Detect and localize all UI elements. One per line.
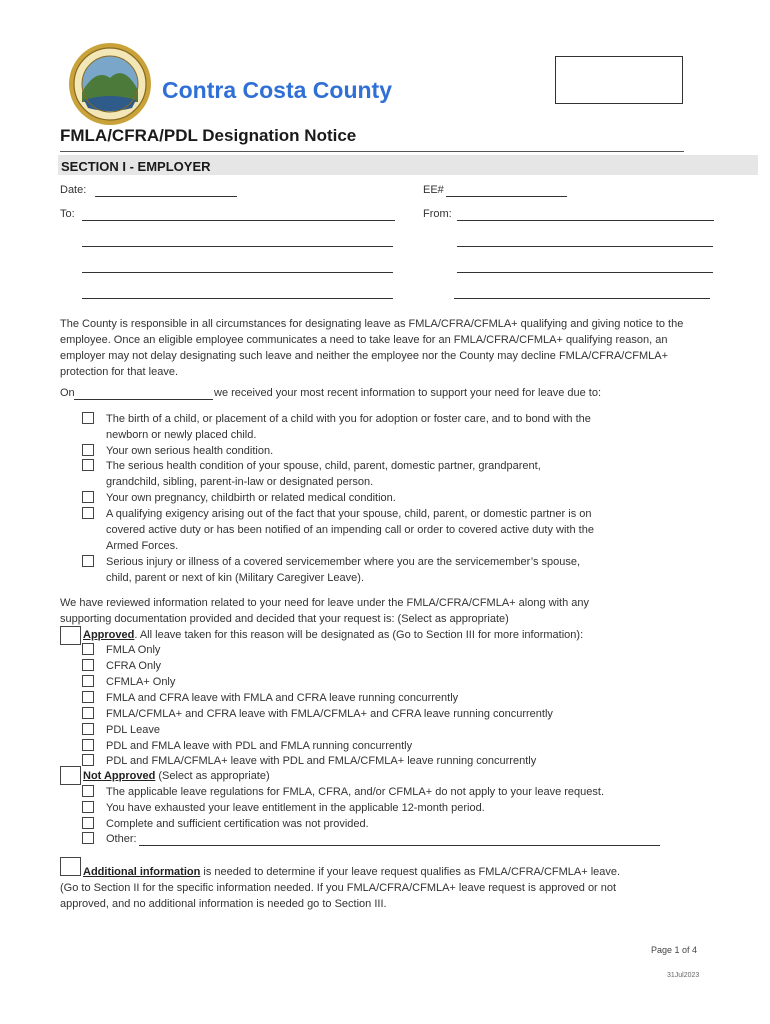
- approved-option-1: FMLA Only: [106, 644, 161, 656]
- ee-label: EE#: [423, 184, 444, 196]
- additional-info-line-1: Additional information is needed to determine if your leave request qualifies as FMLA/CFRA/CFMLA+ leave.: [83, 866, 621, 878]
- approved-option-checkbox-8[interactable]: [82, 754, 94, 766]
- not-approved-option-checkbox-2[interactable]: [82, 801, 94, 813]
- not-approved-option-checkbox-4[interactable]: [82, 832, 94, 844]
- approved-option-8: PDL and FMLA/CFMLA+ leave with PDL and FMLA/CFMLA+ leave running concurrently: [106, 755, 537, 767]
- reason-2: Your own serious health condition.: [106, 445, 274, 457]
- on-prefix: On: [60, 387, 75, 399]
- date-label: Date:: [60, 184, 87, 196]
- approved-option-checkbox-2[interactable]: [82, 659, 94, 671]
- not-approved-option-3: Complete and sufficient certification was not provided.: [106, 818, 369, 830]
- not-approved-option-checkbox-3[interactable]: [82, 817, 94, 829]
- reason-6: Serious injury or illness of a covered servicemember where you are the servicemember’s spouse, child, parent or next of kin (Military Caregiver Leave).: [106, 556, 581, 584]
- from-field-line-1[interactable]: [457, 220, 714, 221]
- reason-checkbox-3[interactable]: [82, 459, 94, 471]
- reason-5: A qualifying exigency arising out of the fact that your spouse, child, parent, or domestic partner is on covered active duty or has been notified of an impending call or order to covered active duty with the Armed Forces.: [106, 508, 594, 552]
- ee-field[interactable]: [446, 196, 567, 197]
- to-field-line-1[interactable]: [82, 220, 395, 221]
- approved-heading: Approved. All leave taken for this reason will be designated as (Go to Section III for more information):: [83, 629, 584, 641]
- reason-4: Your own pregnancy, childbirth or related medical condition.: [106, 492, 396, 504]
- not-approved-heading: Not Approved (Select as appropriate): [83, 770, 270, 782]
- reason-checkbox-1[interactable]: [82, 412, 94, 424]
- approved-option-7: PDL and FMLA leave with PDL and FMLA running concurrently: [106, 740, 413, 752]
- from-field-line-4[interactable]: [454, 298, 710, 299]
- not-approved-option-checkbox-1[interactable]: [82, 785, 94, 797]
- approved-option-6: PDL Leave: [106, 724, 161, 736]
- section-title: SECTION I - EMPLOYER: [61, 159, 211, 174]
- to-label: To:: [60, 208, 75, 220]
- reason-checkbox-6[interactable]: [82, 555, 94, 567]
- county-seal-icon: [68, 42, 152, 126]
- approved-option-checkbox-4[interactable]: [82, 691, 94, 703]
- reason-checkbox-5[interactable]: [82, 507, 94, 519]
- to-field-line-2[interactable]: [82, 246, 393, 247]
- approved-option-2: CFRA Only: [106, 660, 162, 672]
- approved-checkbox[interactable]: [60, 626, 81, 645]
- reason-1: The birth of a child, or placement of a child with you for adoption or foster care, and to bond with the newborn or newly placed child.: [106, 413, 591, 441]
- id-box[interactable]: [555, 56, 683, 104]
- additional-info-line-2: (Go to Section II for the specific information needed. If you FMLA/CFRA/CFMLA+ leave request is approved or not: [60, 882, 617, 894]
- document-title: FMLA/CFRA/PDL Designation Notice: [60, 126, 357, 145]
- not-approved-option-2: You have exhausted your leave entitlement in the applicable 12-month period.: [106, 802, 485, 814]
- on-text: we received your most recent information to support your need for leave due to:: [214, 387, 602, 399]
- reason-checkbox-4[interactable]: [82, 491, 94, 503]
- to-field-line-3[interactable]: [82, 272, 393, 273]
- revision-date: 31Jul2023: [667, 972, 700, 979]
- approved-option-checkbox-6[interactable]: [82, 723, 94, 735]
- title-divider: [60, 151, 684, 152]
- county-name: Contra Costa County: [162, 77, 392, 103]
- review-paragraph: We have reviewed information related to your need for leave under the FMLA/CFRA/CFMLA+ along with any supporting documentation provided and decided that your request is: (Select as appropriate): [60, 597, 589, 625]
- to-field-line-4[interactable]: [82, 298, 393, 299]
- from-label: From:: [423, 208, 452, 220]
- reason-checkbox-2[interactable]: [82, 444, 94, 456]
- approved-option-checkbox-1[interactable]: [82, 643, 94, 655]
- from-field-line-3[interactable]: [457, 272, 713, 273]
- from-field-line-2[interactable]: [457, 246, 713, 247]
- not-approved-option-1: The applicable leave regulations for FMLA, CFRA, and/or CFMLA+ do not apply to your leave request.: [106, 786, 605, 798]
- additional-info-line-3: approved, and no additional information is needed go to Section III.: [60, 898, 387, 910]
- not-approved-option-4: Other:: [106, 833, 137, 845]
- approved-option-3: CFMLA+ Only: [106, 676, 176, 688]
- intro-paragraph: The County is responsible in all circumstances for designating leave as FMLA/CFRA/CFMLA+ qualifying and giving notice to the employee. Once an eligible employee communicates a need to take leave for an FMLA/CFRA/CFMLA+ qualifying reason, an employer may not delay designating such leave and neither the employee nor the County may decline FMLA/CFRA/CFMLA+ protection for that leave.: [60, 318, 684, 378]
- on-date-field[interactable]: [74, 399, 213, 400]
- date-field[interactable]: [95, 196, 237, 197]
- other-reason-field[interactable]: [139, 845, 660, 846]
- additional-info-checkbox[interactable]: [60, 857, 81, 876]
- approved-option-5: FMLA/CFMLA+ and CFRA leave with FMLA/CFMLA+ and CFRA leave running concurrently: [106, 708, 553, 720]
- reason-3: The serious health condition of your spouse, child, parent, domestic partner, grandparent, grandchild, sibling, parent-in-law or designated person.: [106, 460, 541, 488]
- approved-option-checkbox-7[interactable]: [82, 739, 94, 751]
- page-number: Page 1 of 4: [651, 945, 698, 955]
- approved-option-checkbox-3[interactable]: [82, 675, 94, 687]
- approved-option-checkbox-5[interactable]: [82, 707, 94, 719]
- not-approved-checkbox[interactable]: [60, 766, 81, 785]
- approved-option-4: FMLA and CFRA leave with FMLA and CFRA leave running concurrently: [106, 692, 459, 704]
